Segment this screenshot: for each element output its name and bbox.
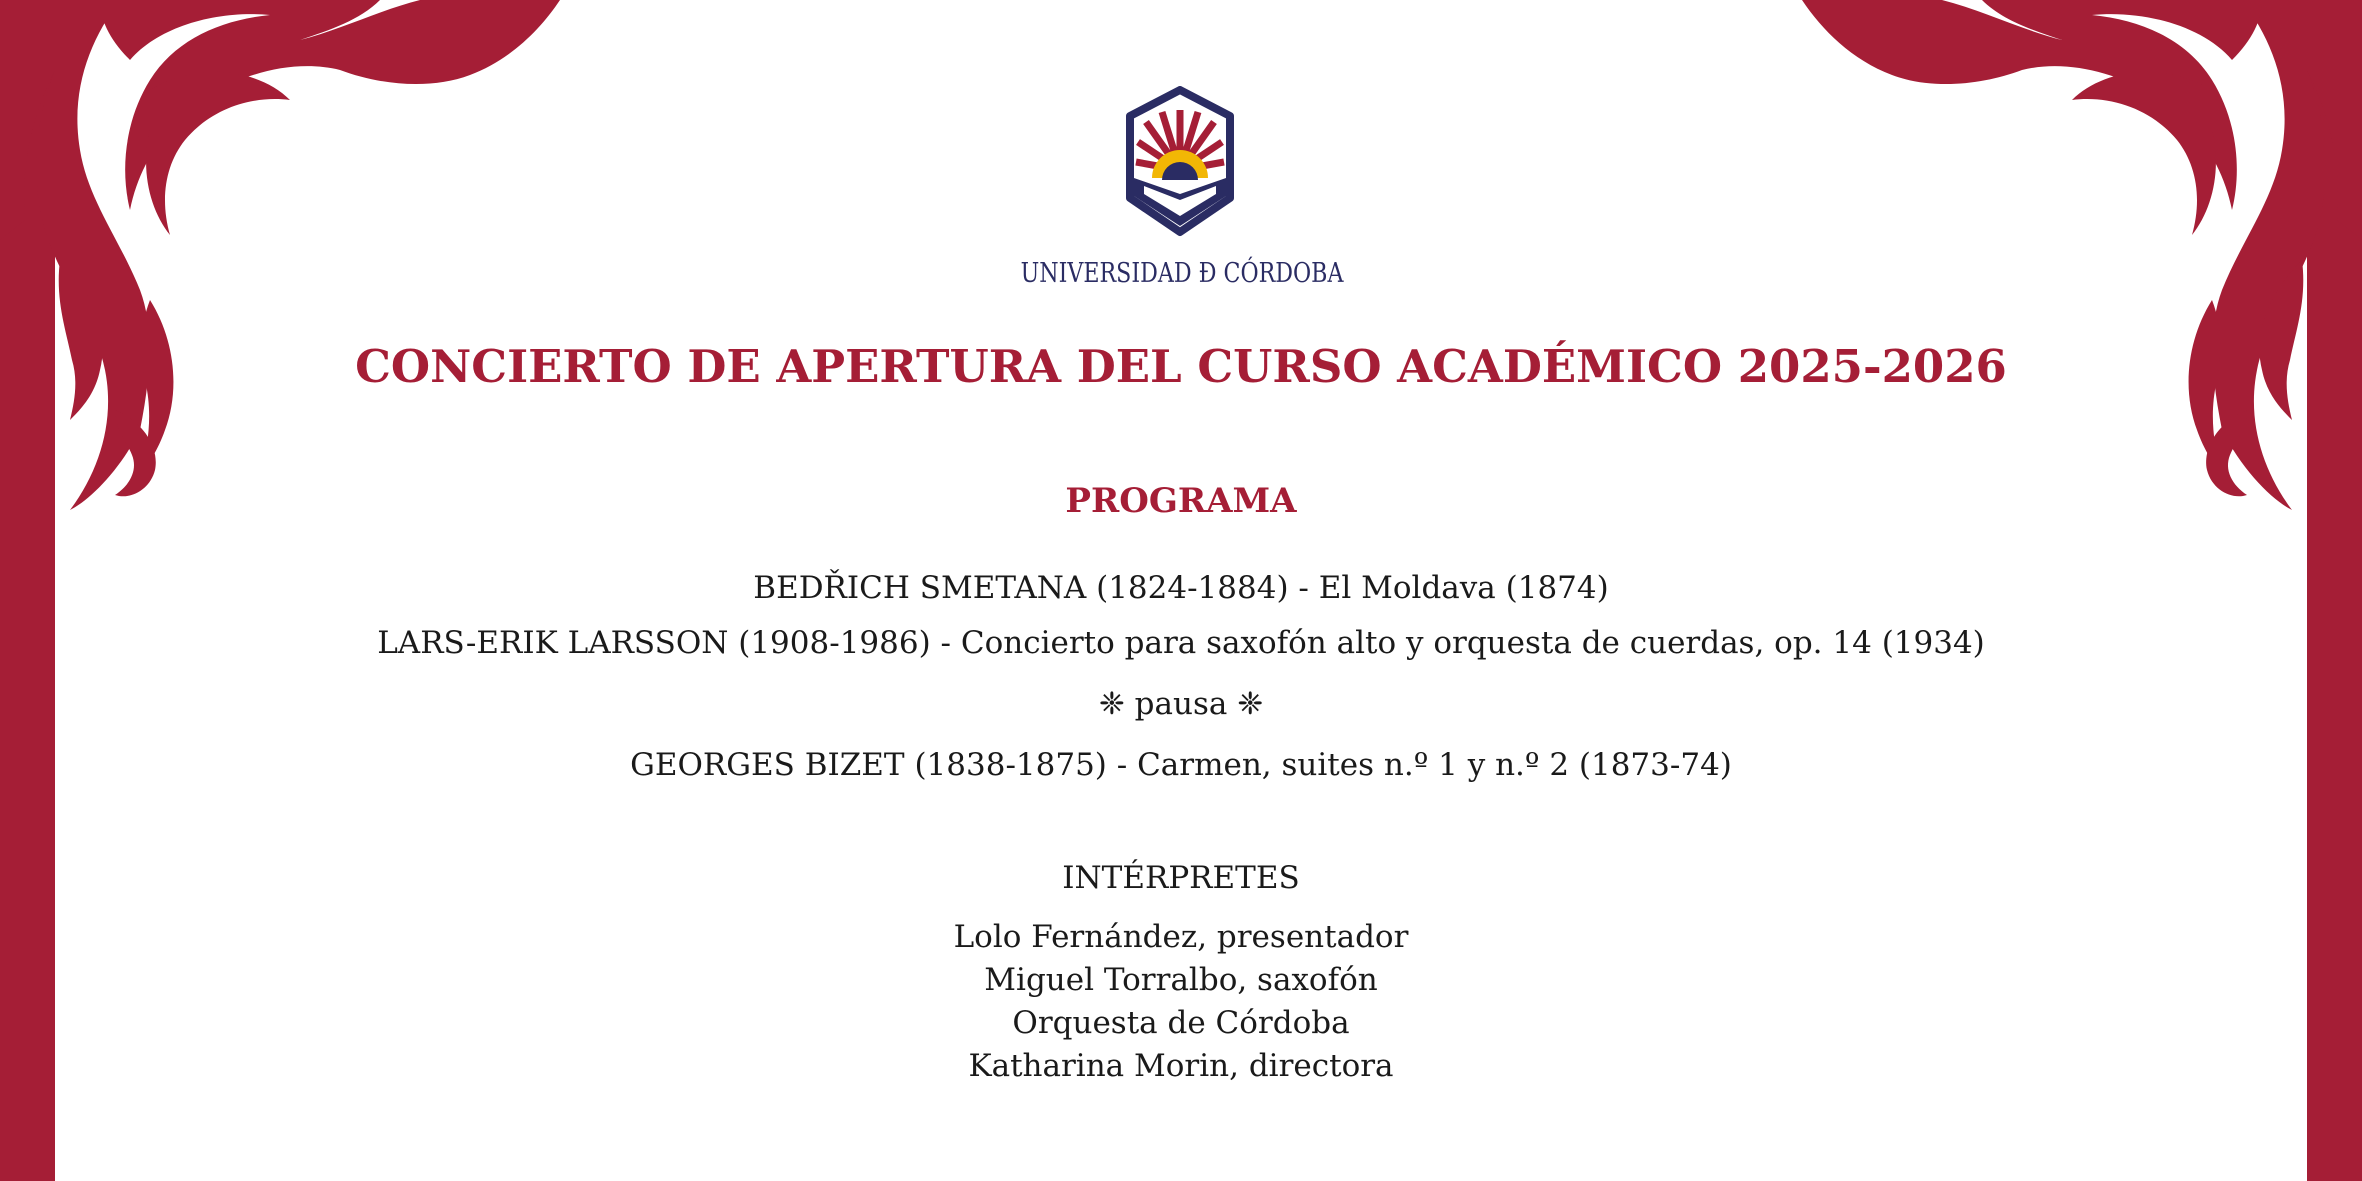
performer-item: Miguel Torralbo, saxofón [984,962,1378,998]
programa-heading: PROGRAMA [1065,481,1297,521]
left-corner-ornament [0,0,560,520]
performer-item: Katharina Morin, directora [968,1048,1394,1084]
right-corner-ornament [1802,0,2362,520]
program-item: LARS-ERIK LARSSON (1908-1986) - Concierto para saxofón alto y orquesta de cuerdas, op. 14 (1934) [377,625,1985,661]
university-logo [1124,86,1236,242]
program-item: BEDŘICH SMETANA (1824-1884) - El Moldava (1874) [753,570,1609,606]
performer-item: Orquesta de Córdoba [1012,1005,1350,1041]
pause-separator: ❈ pausa ❈ [1098,686,1264,722]
event-title: CONCIERTO DE APERTURA DEL CURSO ACADÉMICO 2025-2026 [355,340,2007,393]
interpretes-heading: INTÉRPRETES [1062,860,1300,896]
performer-item: Lolo Fernández, presentador [953,919,1409,955]
university-name: UNIVERSIDAD Đ CÓRDOBA [1020,258,1344,289]
university-shield-icon [1124,86,1236,238]
program-item: GEORGES BIZET (1838-1875) - Carmen, suites n.º 1 y n.º 2 (1873-74) [630,747,1732,783]
